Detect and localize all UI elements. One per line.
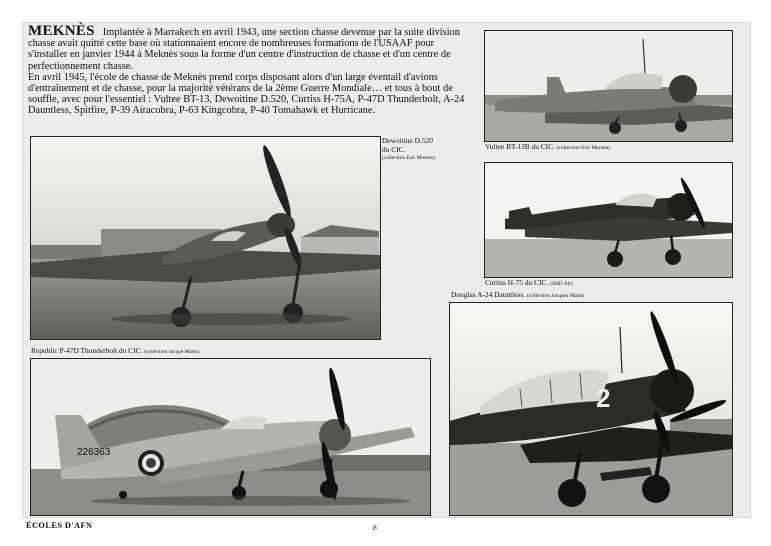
caption-vultee: Vultee BT-13B du CIC. (collection Eric Moreau) bbox=[485, 142, 611, 151]
caption-dewoitine: Dewoitine D.520 du CIC. (collection Eric Moreau) bbox=[382, 136, 436, 162]
page-number: 8 bbox=[373, 523, 377, 532]
aircraft-serial: 226363 bbox=[77, 447, 111, 458]
intro-text bbox=[28, 23, 476, 117]
intro-paragraph-1: MEKNÈS Implantée à Marrakech en avril 1943, une section chasse devenue par la suite division chasse avait quitté cette base où stationnaient encore de nombreuses formations de l'USAAF pour s'installer en janvier 1944 à Meknès sous la forme d'un centre d'instruction de chasse et d'un centre de perfectionnement chasse. bbox=[28, 23, 461, 72]
section-title: MEKNÈS bbox=[28, 23, 95, 39]
aircraft-marking: 2 bbox=[596, 383, 611, 413]
intro-paragraph-2: En avril 1945, l'école de chasse de Meknès prend corps disposant alors d'un large éventail d'avions d'entraînement et de chasse, pour la majorité vétérans de la 2ème Guerre Mondiale… et tous à bout de souffle, avec pour l'essentiel : Vultee BT-13, Dewoitine D.520, Curtiss H-75A, P-47D Thunderbolt, A-24 Dauntless, Spitfire, P-39 Airacobra, P-63 Kingcobra, P-40 Tomahawk et Hurricane. bbox=[28, 71, 465, 117]
caption-curtiss: Curtiss H-75 du CIC. (SHD Air) bbox=[485, 278, 573, 287]
photo-curtiss bbox=[484, 162, 733, 278]
photo-thunderbolt bbox=[30, 358, 431, 516]
footer-title: ÉCOLES D'AFN bbox=[26, 521, 93, 530]
caption-dauntless: Douglas A-24 Dauntless. (collection Jacques Matin) bbox=[451, 290, 585, 299]
photo-dauntless bbox=[449, 302, 733, 516]
caption-thunderbolt: Republic P-47D Thunderbolt du CIC. (collection Jacque Matin) bbox=[31, 346, 200, 355]
photo-vultee bbox=[484, 30, 733, 142]
photo-dewoitine bbox=[30, 136, 381, 340]
